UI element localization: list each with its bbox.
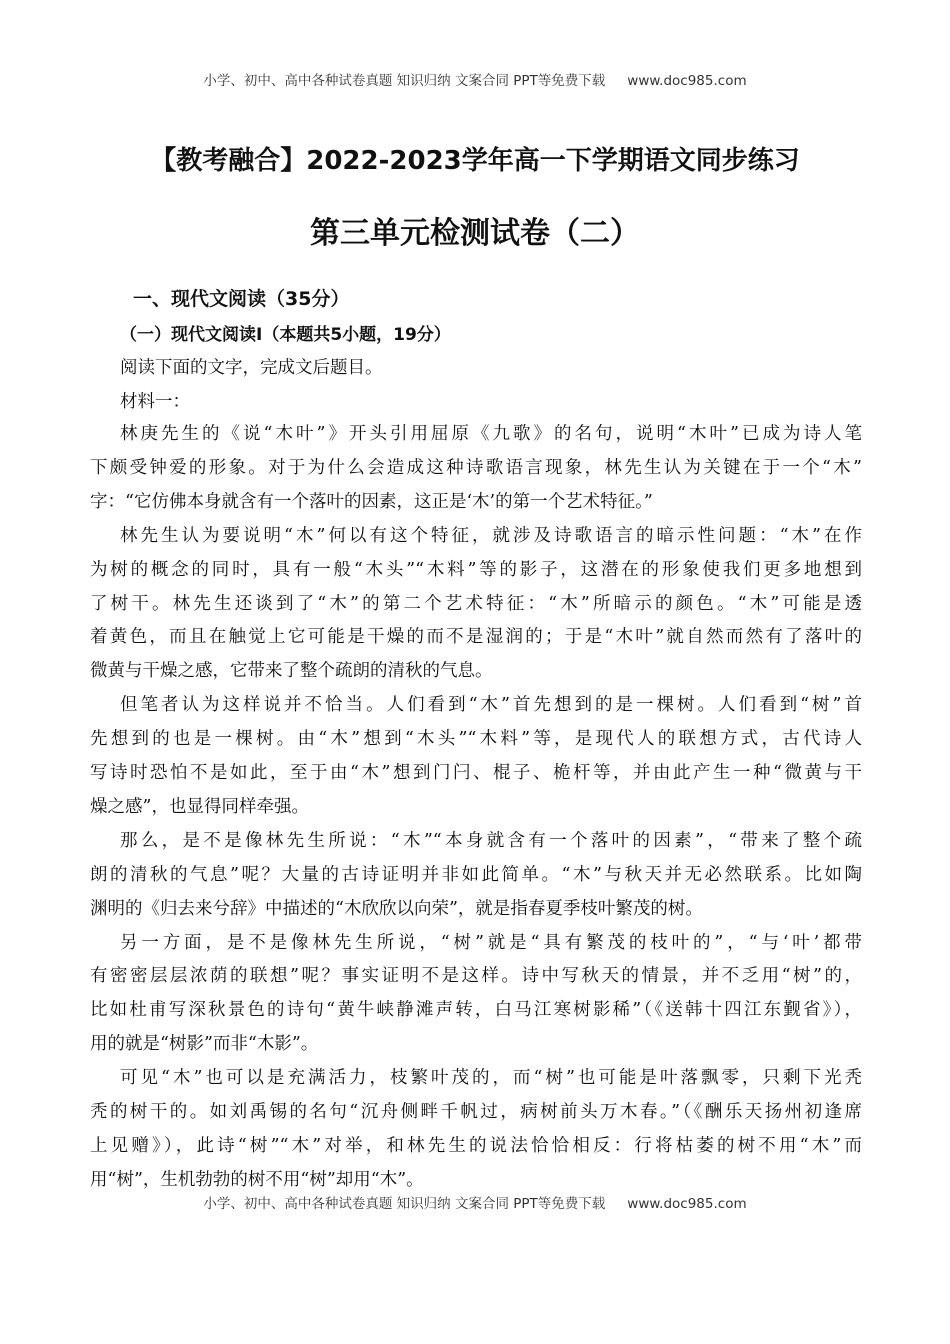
footer-site: www.doc985.com bbox=[627, 1196, 747, 1212]
paragraph-line: 但笔者认为这样说并不恰当。人们看到“木”首先想到的是一棵树。人们看到“树”首 bbox=[120, 695, 862, 716]
paragraph-line: 用的就是“树影”而非“木影”。 bbox=[90, 1034, 319, 1055]
material-label: 材料一： bbox=[120, 392, 190, 412]
paragraph-line: 朗的清秋的气息”呢？大量的古诗证明并非如此简单。“木”与秋天并无必然联系。比如陶 bbox=[90, 864, 862, 885]
paragraph-line: 林先生认为要说明“木”何以有这个特征，就涉及诗歌语言的暗示性问题：“木”在作 bbox=[120, 525, 862, 546]
header-site: www.doc985.com bbox=[627, 73, 747, 89]
subsection-heading: （一）现代文阅读Ⅰ（本题共5小题，19分） bbox=[120, 325, 451, 345]
paragraph-line: 燥之感”，也显得同样牵强。 bbox=[90, 796, 309, 817]
paragraph-line: 有密密层层浓荫的联想”呢？事实证明不是这样。诗中写秋天的情景，并不乏用“树”的， bbox=[90, 966, 862, 987]
page-header bbox=[0, 69, 950, 89]
footer-text: 小学、初中、高中各种试卷真题 知识归纳 文案合同 PPT等免费下载 bbox=[203, 1196, 606, 1212]
paragraph-line: 比如杜甫写深秋景色的诗句“黄牛峡静滩声转，白马江寒树影稀”（《送韩十四江东觐省》）， bbox=[90, 1000, 862, 1021]
paragraph-line: 渊明的《归去来兮辞》中描述的“木欣欣以向荣”，就是指春夏季枝叶繁茂的树。 bbox=[90, 898, 703, 919]
paragraph-line: 林庚先生的《说“木叶”》开头引用屈原《九歌》的名句，说明“木叶”已成为诗人笔 bbox=[120, 424, 862, 444]
paragraph-line: 那么，是不是像林先生所说：“木”“本身就含有一个落叶的因素”，“带来了整个疏 bbox=[120, 830, 862, 851]
paragraph-line: 了树干。林先生还谈到了“木”的第二个艺术特征：“木”所暗示的颜色。“木”可能是透 bbox=[90, 593, 862, 614]
page-footer bbox=[0, 1192, 950, 1212]
paragraph-line: 秃的树干的。如刘禹锡的名句“沉舟侧畔千帆过，病树前头万木春。”（《酬乐天扬州初逢席 bbox=[90, 1102, 862, 1122]
paragraph-line: 字：“它仿佛本身就含有一个落叶的因素，这正是‘木’的第一个艺术特征。” bbox=[90, 491, 653, 512]
paragraph-line: 为树的概念的同时，具有一般“木头”“木料”等的影子，这潜在的形象使我们更多地想到 bbox=[90, 559, 862, 580]
instruction-text: 阅读下面的文字，完成文后题目。 bbox=[120, 358, 383, 378]
paragraph-line: 写诗时恐怕不是如此，至于由“木”想到门闩、棍子、桅杆等，并由此产生一种“微黄与干 bbox=[90, 763, 862, 783]
document-title: 【教考融合】2022-2023学年高一下学期语文同步练习 bbox=[150, 146, 800, 176]
paragraph-line: 着黄色，而且在触觉上它可能是干燥的而不是湿润的；于是“木叶”就自然而然有了落叶的 bbox=[90, 627, 862, 648]
paragraph-line: 另一方面，是不是像林先生所说，“树”就是“具有繁茂的枝叶的”，“与‘叶’都带 bbox=[120, 932, 862, 953]
document-subtitle: 第三单元检测试卷（二） bbox=[310, 216, 640, 251]
paragraph-line: 下颇受钟爱的形象。对于为什么会造成这种诗歌语言现象，林先生认为关键在于一个“木” bbox=[90, 457, 862, 478]
paragraph-line: 上见赠》），此诗“树”“木”对举，和林先生的说法恰恰相反：行将枯萎的树不用“木”而 bbox=[90, 1135, 862, 1156]
paragraph-line: 微黄与干燥之感，它带来了整个疏朗的清秋的气息。 bbox=[90, 661, 493, 682]
header-text: 小学、初中、高中各种试卷真题 知识归纳 文案合同 PPT等免费下载 bbox=[203, 73, 606, 89]
paragraph-line: 先想到的也是一棵树。由“木”想到“木头”“木料”等，是现代人的联想方式，古代诗人 bbox=[90, 729, 862, 750]
paragraph-line: 用“树”，生机勃勃的树不用“树”却用“木”。 bbox=[90, 1169, 424, 1190]
paragraph-line: 可见“木”也可以是充满活力，枝繁叶茂的，而“树”也可能是叶落飘零，只剩下光秃 bbox=[120, 1068, 862, 1089]
section-heading: 一、现代文阅读（35分） bbox=[133, 288, 350, 310]
